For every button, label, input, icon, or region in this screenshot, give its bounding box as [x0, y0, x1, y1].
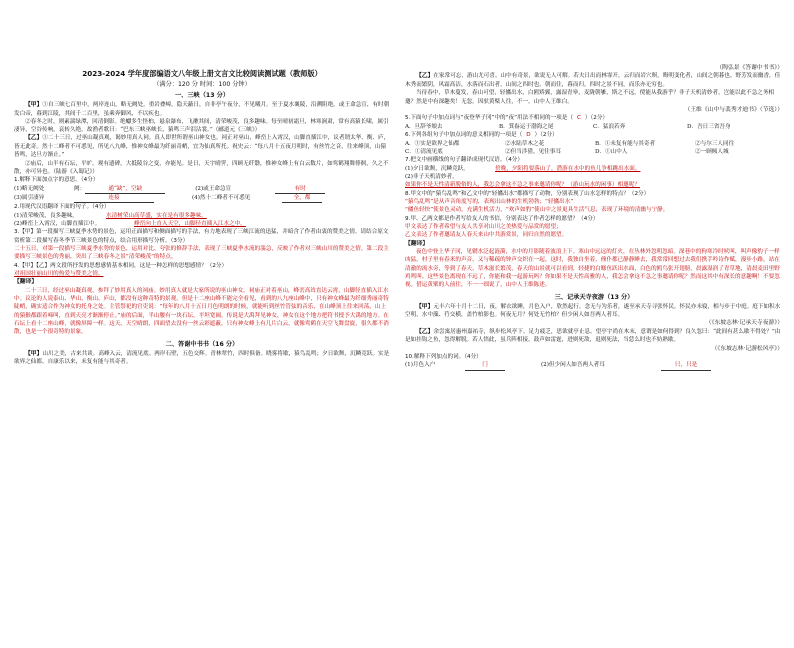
q10-row: [405, 361, 783, 370]
q9-answer-1: 甲文表达了作者希望与友人共享对山川之美热爱与品赏的愿望；: [405, 223, 562, 230]
q5-answer: C: [576, 115, 581, 122]
question-10: 10.解释下列加点的词。（4分）: [405, 354, 482, 361]
q2-row-2: [14, 220, 390, 228]
q6-option-c2: ②但当涉猎，见往事耳: [505, 148, 561, 155]
q2b-text: (2)峰峦上入霄汉，山脚直插江中。: [14, 221, 101, 228]
q1d-answer: 全，都: [282, 194, 322, 203]
yi-passage-2: ②庙后，山半有石坛，平旷。观有遗碑，大抵陵谷之变，亦能见。是日，天宇晴霁，四顾无纤翳，惟神女峰上有白云数片，如鸾鹤翔舞徘徊，久之不散，亦可异也。（陆游《入蜀记》）: [14, 160, 389, 175]
q10a-label: (1)月色入户: [405, 362, 436, 369]
yi3-label: 【乙】: [416, 328, 434, 335]
right-column: [405, 64, 783, 624]
jia-passage-2: ②春冬之时，则素湍绿潭，回清倒影。绝巘多生怪柏，悬泉瀑布，飞漱其间，清荣峻茂，良多趣味。每至晴初霜旦，林寒涧肃，常有高猿长啸，属引凄异，空谷传响，哀转久绝。故渔者歌曰：“巴东三峡巫峡长，猿鸣三声泪沾裳。”（郦道元《三峡》）: [14, 118, 389, 134]
q7b-answer: 如果你不是天性清新脱俗的人，我怎会拿这不急之事来邀请你呢？（游山玩水的闲事）相邀呢？: [405, 182, 640, 189]
jia2-passage: [14, 350, 390, 367]
q9-answer-2: 乙文表达了作者邀请友人春天来山中共游赏景，同归自然的愿望。: [405, 232, 568, 239]
question-5: [405, 114, 783, 122]
q6-options-row-1: [405, 140, 783, 148]
q5-tail: ）（2分）: [584, 115, 609, 122]
q2-row-1: [14, 212, 390, 220]
question-9: 9.甲、乙两文都是作者写给友人的书信，分别表达了作者怎样的愿望？（4分）: [405, 215, 599, 222]
q2a-text: (1)清荣峻茂，良多趣味。: [14, 212, 78, 219]
jia2-label: 【甲】: [25, 350, 43, 357]
yi3-passage: [405, 328, 783, 345]
q6-option-a1[interactable]: A．①实是欲界之仙都: [405, 140, 460, 147]
question-6: [405, 131, 783, 139]
q7a-answer: 傍晚，夕阳将要落山了，潜游在水中的鱼儿争相跳出水面。: [495, 165, 641, 172]
attribution-2: （王维《山中与裴秀才迪书》（节选））: [684, 106, 783, 113]
yi-passage-1: [14, 134, 390, 159]
document-subtitle: （满分：120 分 时间：100 分钟）: [153, 81, 251, 88]
question-7: 7.把文中画横线的句子翻译成现代汉语。（4分）: [405, 157, 523, 164]
q1a-label: (1)略无阙处: [14, 185, 45, 192]
yi-p1: ①二十三日，过巫山凝真观，谒妙用真人祠。真人即世所谓巫山神女也。祠正对巫山，峰峦上入霄汉，山脚直插江中，议者谓太华、衡、庐，皆无此奇。然十二峰者不可悉见，所见八九峰，惟神女峰最为纤丽奇峭，宜为仙真所托。祝史云：“每八月十五夜月明时，有丝竹之音，往来峰顶，山猿皆鸣，达旦方渐止。”: [14, 135, 390, 159]
q7-row-1: [405, 165, 783, 173]
jia3-label: 【甲】: [416, 303, 434, 310]
q1b-answer: 有时: [275, 185, 325, 194]
q10b-answer: 只，只是: [661, 361, 711, 370]
q6-options-row-2: [405, 148, 783, 156]
yi3-text: 余尝寓居惠州嘉祐寺，纵步松风亭下。足力疲乏，思欲就亭止息。望亭宇尚在木末，意谓是如何得到？良久忽曰：“此间有甚么歇不得处？”由是如挂钩之鱼，忽得解脱。若人悟此，虽兵阵相接，鼓声如雷霆，进则死敌，退则死法，当恁么时也不妨熟歇。: [405, 328, 781, 344]
q1a-answer: 通“缺”，空缺: [85, 185, 165, 194]
q8-answer-2: “鯈鱼轻快”使景色灵动，充满生机活力，“欢声如豹”使山中之景更具生活气息，表现了环境的清幽与宁静。: [405, 207, 669, 214]
q6-option-b2: ②与尔三人同往: [695, 140, 735, 147]
q1b-label: (2)或王命急宣: [195, 185, 232, 192]
section-3-heading: 三、记承天寺夜游（13 分）: [554, 293, 634, 301]
jia-label: 【甲】: [25, 102, 43, 108]
jia2-text: 山川之美，古来共谈。高峰入云，清流见底。两岸石壁，五色交辉。青林翠竹，四时俱备。晓雾将歇，猿鸟乱鸣；夕日欲颓，沉鳞竞跃。实是欲界之仙都。自康乐以来，未复有能与其奇者。: [14, 350, 390, 366]
yi2-passage: [405, 72, 783, 89]
q7-row-2: [405, 173, 783, 181]
q5-options: [405, 123, 783, 131]
jia3-passage: [405, 303, 783, 320]
q10a-answer: 门: [465, 361, 505, 370]
translation-heading-2: 【翻译】: [405, 240, 429, 247]
attribution-1: （陶弘景《答谢中书书》）: [716, 65, 783, 71]
attribution-3: （《东坡志林·记承天寺夜游》）: [705, 320, 783, 327]
q7b-text: (2)非子天机清妙者，: [405, 174, 458, 181]
question-8: 8.甲文中的“猿鸟乱鸣”和乙文中的“轻鯈出水”都描写了动物，分别表现了山水怎样的特点？（2分）: [405, 190, 650, 197]
q1c-answer: 连接: [74, 194, 154, 203]
question-4: 4.【甲】【乙】两文段所抒发的思想感情基本相同，这是一种怎样的思想感情？（2分）: [14, 262, 228, 269]
q8-answer-1: “猿鸟乱鸣”是从声音角度写的，表现出山林的生机勃勃；“轻鯈出水”: [405, 199, 574, 206]
jia-p1: ①自三峡七百里中，两岸连山，略无阙处。重岩叠嶂，隐天蔽日，自非亭午夜分，不见曦月。至于夏水襄陵，沿溯阻绝。或王命急宣，有时朝发白帝，暮到江陵，其间千二百里，虽乘奔御风，不以疾也。: [14, 102, 390, 117]
section-1-heading: 一、三峡（13 分）: [174, 92, 230, 99]
q5-option-b[interactable]: B．箕畚运于渤海之尾: [499, 123, 554, 130]
question-3: 3.【甲】第一段描写三峡夏季水势的景色，运用正面描写和侧面描写的手法，有力地表现了三峡江流的迅猛，并暗含了作者由衷的赞美之情。请结合原文赏析第二段描写春冬季节三峡景色的特点，结合用形描写分析。（3分）: [14, 229, 389, 244]
q6-option-c1[interactable]: C．①清流见底: [405, 148, 443, 155]
q1d-label: (4)然十二峰者不可悉见: [192, 194, 251, 201]
q5-option-c[interactable]: C．猛浪若奔: [593, 123, 626, 130]
yi2-text: 在家常可忘，游山尤可喜。山中有奇景，欲说无人可解。若夫日出而林霏开，云归而岩穴暝，晦明变化者，山间之朝暮也。野芳发而幽香，佳木秀而繁阴，风霜高洁，水落而石出者，山间之四时也。朝而往，暮而归，四时之景不同，而乐亦无穷也。: [405, 73, 781, 88]
q6-tail: ）（2分）: [534, 132, 558, 139]
q5-stem: 5.下面句子中加点词与“夜登华子冈”中的“夜”用法不相同的一项是（: [405, 115, 573, 122]
q6-answer: D: [526, 132, 531, 139]
q1-row-2: [14, 194, 390, 203]
q1-row-1: [14, 185, 390, 194]
attribution-4: （《东坡志林·记游松风亭》）: [711, 345, 783, 352]
left-column: [14, 88, 390, 648]
q3-answer: 二十五日，对第一段描写三峡夏季水势的景色，运用对比、夸张的修辞手法，表现了三峡夏季水流的湍急，反映了作者对三峡山川的赞美之情。第二段主要描写三峡景色的秀丽，突出了三峡春冬之景“清荣峻茂”的特点。: [14, 246, 389, 261]
yi2-passage-2: 当待春中，草木蔓发，春山可望，轻鯈出水，白鸥矫翼，露湿青皋，麦陇朝雊，斯之不远，傥能从我游乎？非子天机清妙者，岂能以此不急之务相邀？然是中有深趣矣！无忽。因驮黄檗人往，不一。山中人王维白。: [405, 90, 775, 105]
translation-heading: 【翻译】: [14, 279, 38, 286]
translation-text-2: 夜色中登上华子冈，见辋水泛起涟漪，水中的月影随着波浪上下。寒山中远远的灯火，在丛林外忽明忽暗。深巷中的狗寒冷时吠叫，叫声像豹子一样凶猛。村子里有春米的声音，又与稀疏的钟声交织在一起。这时，我独自坐着，僮仆都已静静睡去，我常常回想过去我们携手吟诗作赋，漫步小路，站在清澈的流水旁，等到了春天，草木滋长繁茂，春天的山景就可以看到，轻捷的白鲦鱼跃出水面，白色的鸥鸟张开翅膀，晨露湿润了青草地，清晨麦田里野鸡鸣叫。这些景色离现在不远了，你能和我一起游玩吗？你如果不是天性高雅的人，我怎会拿这不急之事邀请你呢？然而这其中有深长的意趣啊！不要忽视。借运黄檗的人前往，不一一细说了。山中人王维陈述。: [405, 249, 780, 289]
q4-answer: 对祖国壮丽山川的热爱与赞美之情。: [14, 270, 104, 277]
question-1: 1.解释下面加点字的意思。（4分）: [14, 177, 99, 184]
q6-option-a2: ②水陆草木之花: [505, 140, 545, 147]
q2b-answer: 峰峦向上直入天空，山脚径直插入江水之中。: [134, 221, 246, 228]
q5-option-a[interactable]: A．旦辞爷娘去: [405, 123, 443, 130]
document-title: 2023-2024 学年度部编语文八年级上册文言文比较阅读测试题（教师版）: [82, 69, 322, 78]
q6-option-d1[interactable]: D．①山中人: [595, 148, 628, 155]
q6-option-b1[interactable]: B．①未复有能与其奇者: [595, 140, 656, 147]
section-2-heading: 二、答谢中书书（16 分）: [165, 340, 239, 348]
q10b-label: (2)但少闲人如吾两人者耳: [541, 362, 605, 369]
jia3-text: 元丰六年十月十二日，夜，解衣欲睡，月色入户，欣然起行。念无与为乐者，遂至承天寺寻张怀民。怀民亦未寝，相与步于中庭。庭下如积水空明，水中藻、荇交横，盖竹柏影也。何夜无月？何处无竹柏？但少闲人如吾两人者耳。: [405, 303, 781, 319]
q7a-text: (1)夕日欲颓，沉鳞竞跃。: [405, 165, 469, 172]
q1c-label: (3)属引凄异: [14, 194, 45, 201]
translation-text: 二十三日，经过巫山凝真观，参拜了妙用真人的祠庙。妙用真人就是大家所说的巫山神女。祠庙正对着巫山，峰峦高耸直达云霄，山脚径直插入江水中。议论的人说泰山、华山、衡山、庐山，都没有这种奇特的景观。但是十二座山峰不能完全看见，看到的八九座山峰中，只有神女峰最为纤细秀丽奇特陡峭，确实适合作为神女的托身之处。主管祭祀的官吏说：“每年的八月十五日月色明朗的时候，就能听到丝竹管弦的音乐，在山峰顶上往来回荡，山上的猿猴都跟着啼叫，直到天亮才渐渐停止。”庙的后面，半山腰有一块石坛，平坦宽阔。传说是大禹拜见神女，神女在这个地方把符书授予大禹的地方。在石坛上看十二座山峰，就像屏障一样。这天，天空晴朗，四面望去没有一丝云彩遮蔽，只有神女峰上有几片白云，就像鸾鹤在天空飞舞盘旋，很久都不消散，也是一个很奇特的景象。: [14, 287, 389, 336]
q2a-answer: 水清树荣山高草盛，实在是有很多趣味。: [106, 212, 207, 219]
yi-label: 【乙】: [25, 135, 43, 142]
q5-option-d[interactable]: D．吾日三省吾身: [687, 123, 731, 130]
jia-passage-1: [14, 101, 390, 118]
q6-stem: 6.下列各组句子中加点词的意义相同的一项是（: [405, 132, 523, 139]
question-2: 2.用现代汉语翻译下面的句子。（4分）: [14, 204, 110, 211]
yi2-label: 【乙】: [416, 73, 434, 80]
q6-option-d2: ②一顾倾人城: [695, 148, 729, 155]
q1a-mark: 阙：: [74, 185, 86, 192]
